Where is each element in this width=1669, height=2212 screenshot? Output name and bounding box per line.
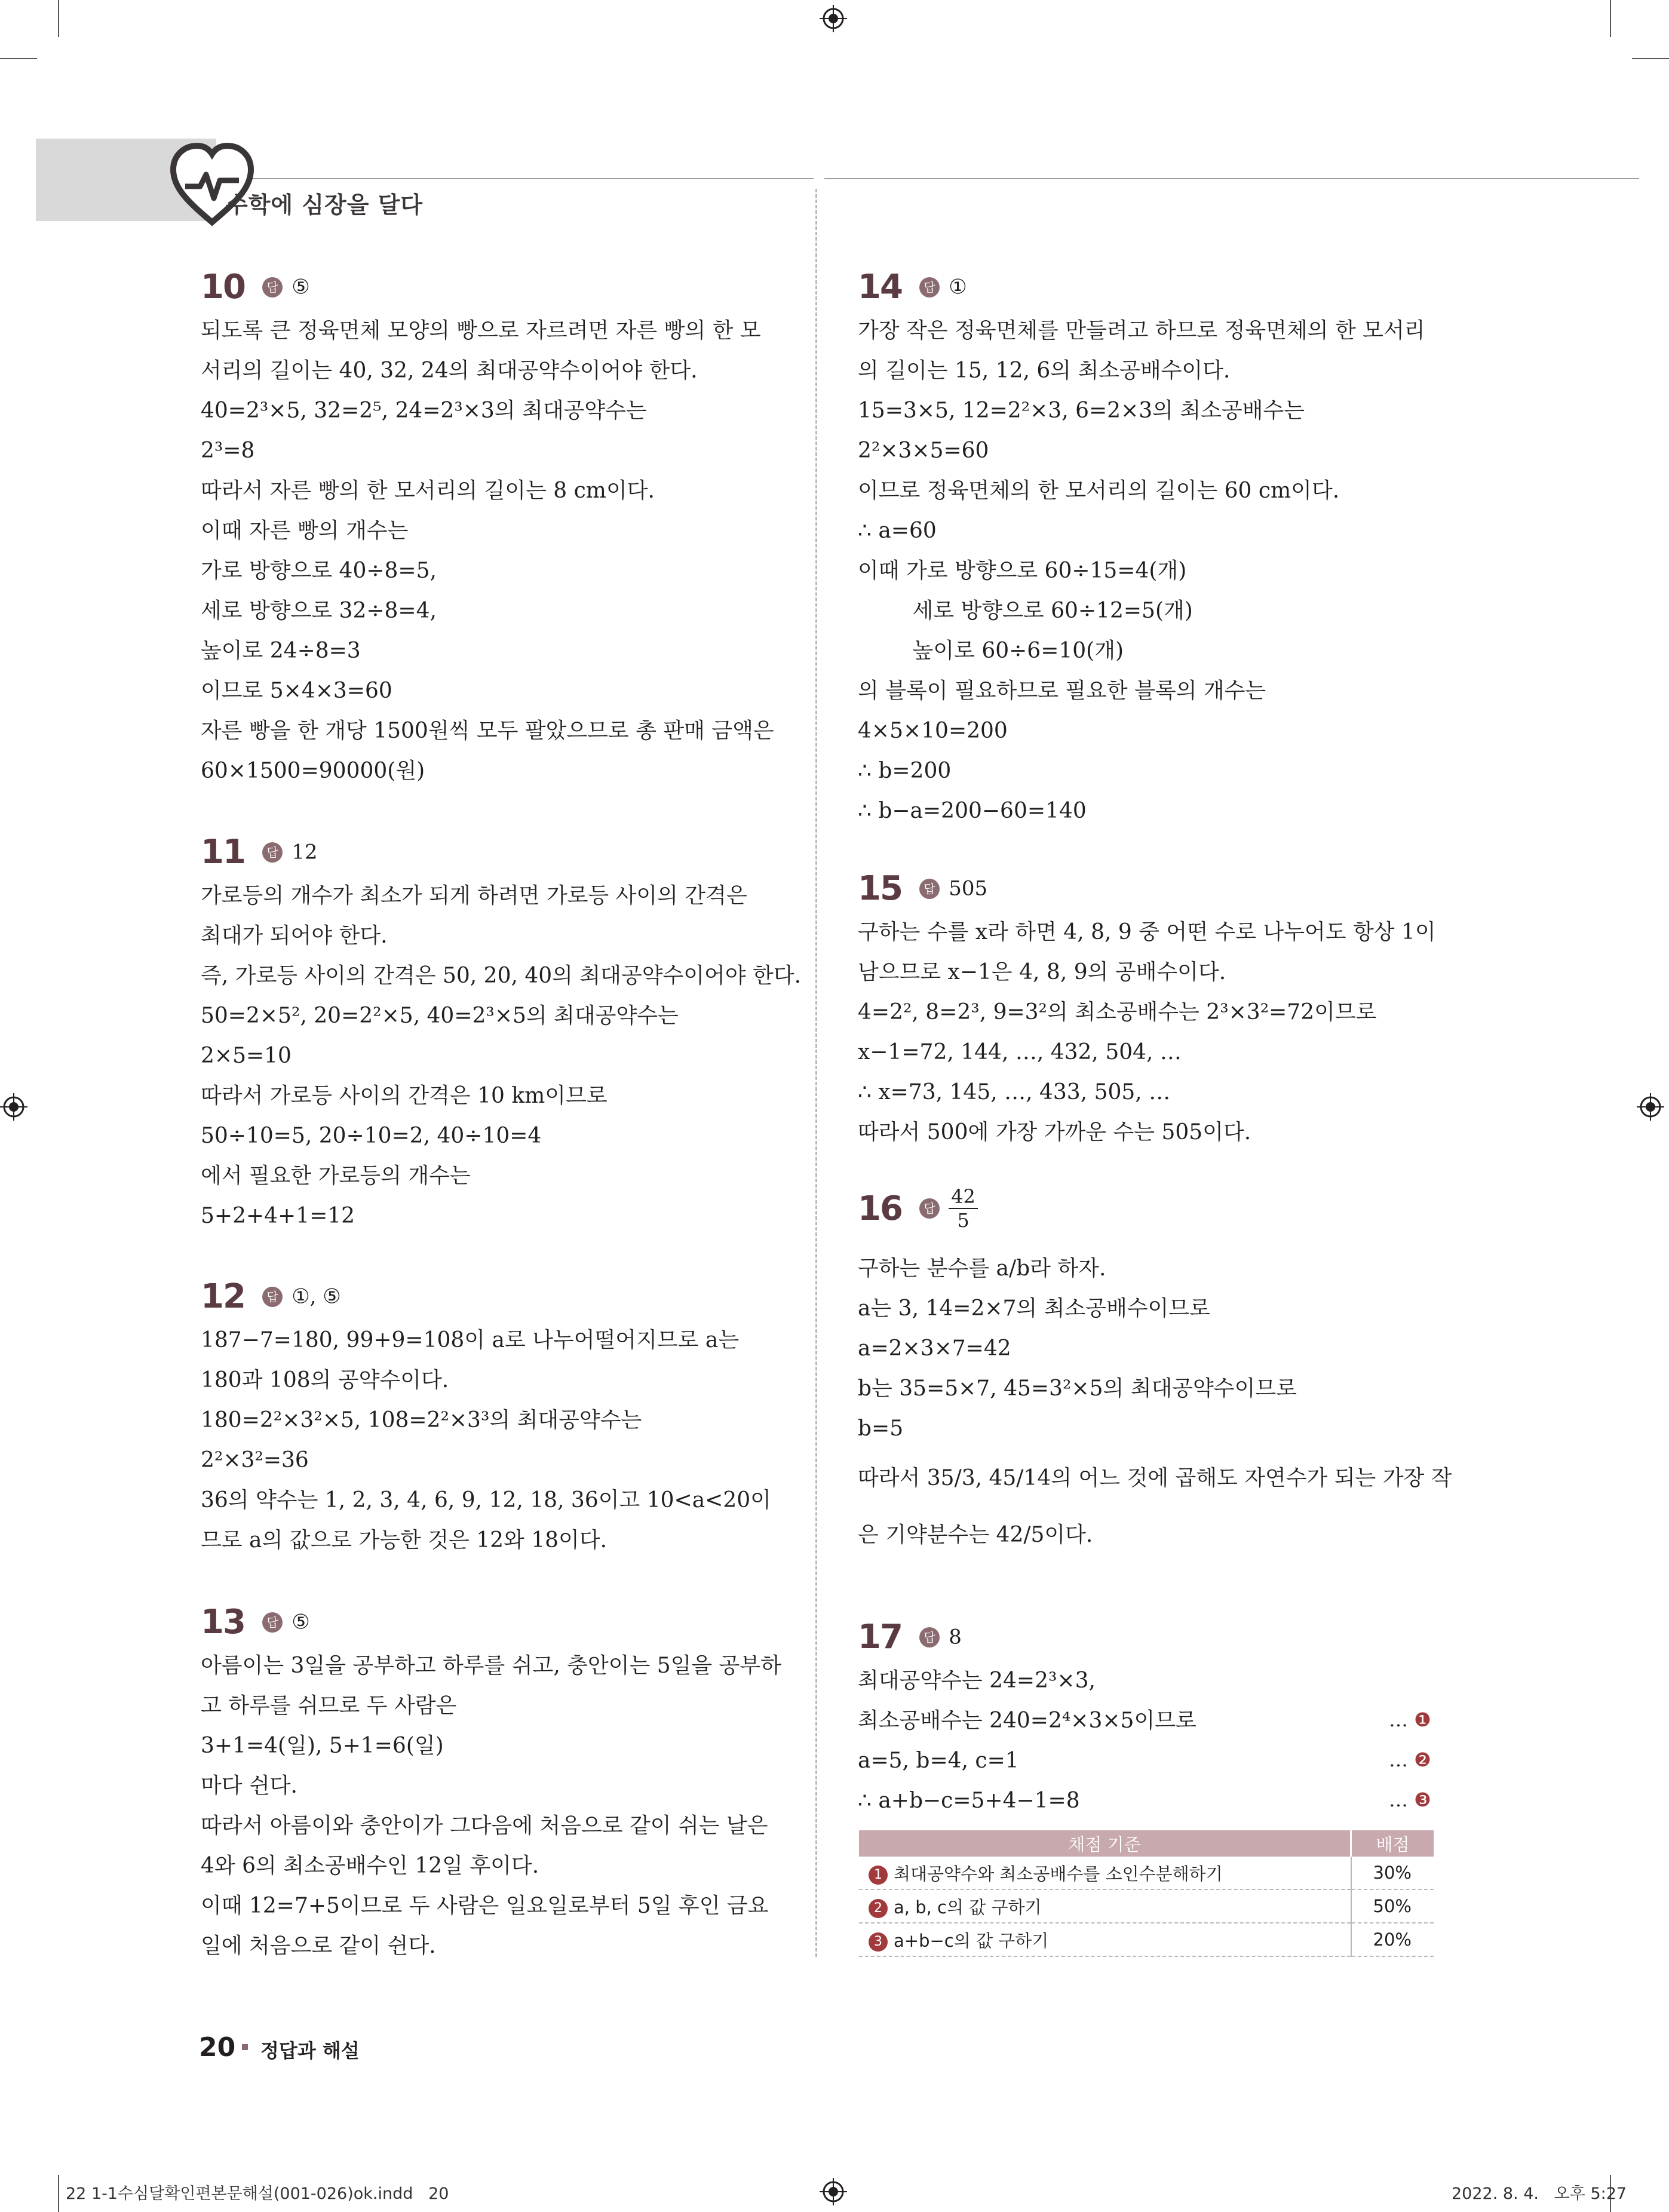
- solution-line: 은 기약분수는 42/5이다.: [858, 1523, 1093, 1547]
- grading-criterion: [859, 1857, 1351, 1889]
- solution-line: 4×5×10=200: [858, 719, 1008, 743]
- registration-mark-icon: [820, 5, 847, 32]
- answer-icon: 답: [919, 879, 940, 899]
- crop-mark: [58, 0, 59, 37]
- problem-14: [858, 268, 1425, 831]
- problem-number: 15: [858, 869, 902, 908]
- solution-line: 최대가 되어야 한다.: [201, 924, 388, 948]
- solution-line: 따라서 500에 가장 가까운 수는 505이다.: [858, 1120, 1251, 1145]
- problem-number: 10: [201, 268, 245, 306]
- footer-section: 정답과 해설: [260, 2039, 360, 2062]
- solution-line: ∴ x=73, 145, …, 433, 505, …: [858, 1080, 1171, 1105]
- problem-answer: 505: [949, 876, 988, 901]
- solution-line: 높이로 24÷8=3: [201, 639, 361, 663]
- grading-criterion: [859, 1889, 1351, 1923]
- solution-line: 므로 a의 값으로 가능한 것은 12와 18이다.: [201, 1528, 608, 1553]
- solution-line: 되도록 큰 정육면체 모양의 빵으로 자르려면 자른 빵의 한 모: [201, 318, 761, 343]
- grading-criterion: [859, 1923, 1351, 1956]
- solution-line: 50÷10=5, 20÷10=2, 40÷10=4: [201, 1124, 542, 1148]
- crop-mark: [0, 58, 37, 59]
- solution-line: a=2×3×7=42: [858, 1336, 1011, 1361]
- answer-icon: 답: [919, 1627, 940, 1648]
- problem-number: 14: [858, 268, 902, 306]
- problem-answer: 12: [292, 840, 318, 864]
- step-number-icon: 1: [869, 1866, 888, 1885]
- solution-line: 최대공약수는 24=2³×3,: [858, 1668, 1096, 1693]
- solution-line: 즉, 가로등 사이의 간격은 50, 20, 40의 최대공약수이어야 한다.: [201, 964, 802, 988]
- step-marker-icon: ❸: [1414, 1788, 1431, 1811]
- solution-line: 2³=8: [201, 438, 255, 463]
- step-marker-2: … ❷: [1389, 1748, 1431, 1771]
- solution-line: 가로 방향으로 40÷8=5,: [201, 559, 437, 583]
- fraction-numerator: 42: [949, 1185, 978, 1209]
- problem-15: [858, 869, 1436, 1152]
- problem-11: [201, 833, 801, 1236]
- solution-line: 구하는 분수를 a/b라 하자.: [858, 1256, 1106, 1281]
- solution-line: ∴ b=200: [858, 759, 952, 783]
- answer-icon: 답: [262, 842, 283, 863]
- solution-line: 2²×3²=36: [201, 1448, 309, 1472]
- problem-number: 12: [201, 1277, 245, 1316]
- solution-line: ∴ a+b−c=5+4−1=8: [858, 1788, 1080, 1813]
- registration-mark-icon: [820, 2178, 847, 2205]
- registration-mark-icon: [0, 1093, 27, 1121]
- answer-icon: 답: [262, 1612, 283, 1633]
- problem-10: [201, 268, 774, 791]
- problem-12: [201, 1277, 771, 1560]
- problem-answer: ⑤: [292, 275, 310, 299]
- header-rule: [824, 178, 1639, 179]
- grading-criterion-text: a+b−c의 값 구하기: [894, 1930, 1049, 1951]
- solution-line: 이때 12=7+5이므로 두 사람은 일요일로부터 5일 후인 금요: [201, 1894, 769, 1918]
- solution-line: a=5, b=4, c=1: [858, 1748, 1019, 1773]
- fraction-denominator: 5: [957, 1209, 970, 1232]
- solution-line: 자른 빵을 한 개당 1500원씩 모두 팔았으므로 총 판매 금액은: [201, 719, 774, 743]
- column-divider: [815, 189, 817, 1957]
- crop-mark: [58, 2175, 59, 2212]
- solution-line: 이므로 5×4×3=60: [201, 679, 392, 703]
- step-marker-1: … ❶: [1389, 1708, 1431, 1731]
- problem-17: [858, 1618, 1196, 1821]
- grading-criterion-text: a, b, c의 값 구하기: [894, 1897, 1042, 1918]
- solution-line: b=5: [858, 1416, 904, 1441]
- solution-line: a는 3, 14=2×7의 최소공배수이므로: [858, 1296, 1210, 1321]
- problem-answer: ⑤: [292, 1610, 310, 1634]
- problem-number: 17: [858, 1618, 902, 1656]
- problem-answer: ①, ⑤: [292, 1284, 341, 1309]
- step-marker-icon: ❷: [1414, 1748, 1431, 1771]
- step-number-icon: 2: [869, 1899, 888, 1918]
- solution-line: 최소공배수는 240=2⁴×3×5이므로: [858, 1708, 1196, 1733]
- answer-icon: 답: [919, 277, 940, 297]
- solution-line: 에서 필요한 가로등의 개수는: [201, 1164, 471, 1188]
- registration-mark-icon: [1637, 1093, 1664, 1121]
- solution-line: 이때 가로 방향으로 60÷15=4(개): [858, 559, 1187, 583]
- grading-points: 50%: [1351, 1889, 1434, 1923]
- solution-line: 4=2², 8=2³, 9=3²의 최소공배수는 2³×3²=72이므로: [858, 1000, 1377, 1024]
- grading-points: 30%: [1351, 1857, 1434, 1889]
- problem-16: [858, 1185, 1452, 1562]
- solution-line: 아름이는 3일을 공부하고 하루를 쉬고, 충안이는 5일을 공부하: [201, 1653, 781, 1678]
- solution-line: 이므로 정육면체의 한 모서리의 길이는 60 cm이다.: [858, 478, 1340, 503]
- solution-line: 의 길이는 15, 12, 6의 최소공배수이다.: [858, 358, 1231, 383]
- date-slug: 2022. 8. 4. 오후 5:27: [1452, 2185, 1627, 2203]
- solution-line: 세로 방향으로 32÷8=4,: [201, 599, 437, 623]
- grading-criterion-text: 최대공약수와 최소공배수를 소인수분해하기: [894, 1863, 1223, 1884]
- solution-line: 5+2+4+1=12: [201, 1204, 355, 1228]
- solution-line: 따라서 가로등 사이의 간격은 10 km이므로: [201, 1084, 608, 1108]
- solution-line: 이때 자른 빵의 개수는: [201, 519, 409, 543]
- solution-line: 높이로 60÷6=10(개): [858, 639, 1124, 663]
- solution-line: b는 35=5×7, 45=3²×5의 최대공약수이므로: [858, 1376, 1297, 1401]
- answer-icon: 답: [262, 1287, 283, 1307]
- crop-mark: [1610, 0, 1611, 37]
- table-row: [859, 1857, 1434, 1889]
- solution-line: 가장 작은 정육면체를 만들려고 하므로 정육면체의 한 모서리: [858, 318, 1425, 343]
- solution-line: 180=2²×3²×5, 108=2²×3³의 최대공약수는: [201, 1408, 642, 1432]
- solution-line: 마다 쉰다.: [201, 1774, 297, 1798]
- grading-header-criteria: 채점 기준: [859, 1830, 1351, 1857]
- problem-number: 13: [201, 1603, 245, 1642]
- grading-points: 20%: [1351, 1923, 1434, 1956]
- solution-line: 따라서 자른 빵의 한 모서리의 길이는 8 cm이다.: [201, 478, 655, 503]
- brand-title: 수학에 심장을 달다: [226, 192, 424, 218]
- solution-line: 서리의 길이는 40, 32, 24의 최대공약수이어야 한다.: [201, 358, 698, 383]
- solution-line: ∴ b−a=200−60=140: [858, 799, 1087, 823]
- problem-number: 16: [858, 1189, 902, 1228]
- solution-line: ∴ a=60: [858, 519, 937, 543]
- solution-line: 가로등의 개수가 최소가 되게 하려면 가로등 사이의 간격은: [201, 883, 747, 908]
- solution-line: 세로 방향으로 60÷12=5(개): [858, 599, 1193, 623]
- problem-13: [201, 1603, 781, 1966]
- problem-answer: 8: [949, 1625, 962, 1649]
- solution-line: 고 하루를 쉬므로 두 사람은: [201, 1693, 457, 1718]
- solution-line: 4와 6의 최소공배수인 12일 후이다.: [201, 1854, 539, 1878]
- solution-line: 40=2³×5, 32=2⁵, 24=2³×3의 최대공약수는: [201, 398, 647, 423]
- header-rule: [216, 178, 814, 179]
- solution-line: 2²×3×5=60: [858, 438, 989, 463]
- solution-line: 따라서 35/3, 45/14의 어느 것에 곱해도 자연수가 되는 가장 작: [858, 1466, 1452, 1490]
- solution-line: 3+1=4(일), 5+1=6(일): [201, 1734, 444, 1758]
- grading-header-points: 배점: [1351, 1830, 1434, 1857]
- step-marker-3: … ❸: [1389, 1788, 1431, 1811]
- page-number: 20: [199, 2032, 236, 2063]
- file-slug: 22 1-1수심달확인편본문해설(001-026)ok.indd 20: [66, 2185, 449, 2203]
- solution-line: 60×1500=90000(원): [201, 759, 425, 783]
- answer-icon: 답: [919, 1198, 940, 1219]
- solution-line: 180과 108의 공약수이다.: [201, 1368, 449, 1392]
- answer-fraction: [949, 1185, 978, 1232]
- step-marker-icon: ❶: [1414, 1708, 1431, 1731]
- solution-line: 의 블록이 필요하므로 필요한 블록의 개수는: [858, 679, 1266, 703]
- step-number-icon: 3: [869, 1932, 888, 1952]
- solution-line: 남으므로 x−1은 4, 8, 9의 공배수이다.: [858, 960, 1226, 984]
- solution-line: 15=3×5, 12=2²×3, 6=2×3의 최소공배수는: [858, 398, 1305, 423]
- crop-mark: [1632, 58, 1669, 59]
- solution-line: 구하는 수를 x라 하면 4, 8, 9 중 어떤 수로 나누어도 항상 1이: [858, 920, 1436, 944]
- problem-answer: ①: [949, 275, 967, 299]
- grading-table: [859, 1830, 1434, 1957]
- problem-number: 11: [201, 833, 245, 872]
- solution-line: 50=2×5², 20=2²×5, 40=2³×5의 최대공약수는: [201, 1004, 679, 1028]
- solution-line: 187−7=180, 99+9=108이 a로 나누어떨어지므로 a는: [201, 1328, 740, 1352]
- solution-line: 2×5=10: [201, 1044, 292, 1068]
- answer-icon: 답: [262, 277, 283, 297]
- table-row: [859, 1889, 1434, 1923]
- footer-bullet-icon: [242, 2044, 248, 2050]
- solution-line: 일에 처음으로 같이 쉰다.: [201, 1934, 436, 1958]
- solution-line: 따라서 아름이와 충안이가 그다음에 처음으로 같이 쉬는 날은: [201, 1814, 768, 1838]
- table-row: [859, 1923, 1434, 1956]
- solution-line: x−1=72, 144, …, 432, 504, …: [858, 1040, 1182, 1064]
- solution-line: 36의 약수는 1, 2, 3, 4, 6, 9, 12, 18, 36이고 10<a<20이: [201, 1488, 771, 1512]
